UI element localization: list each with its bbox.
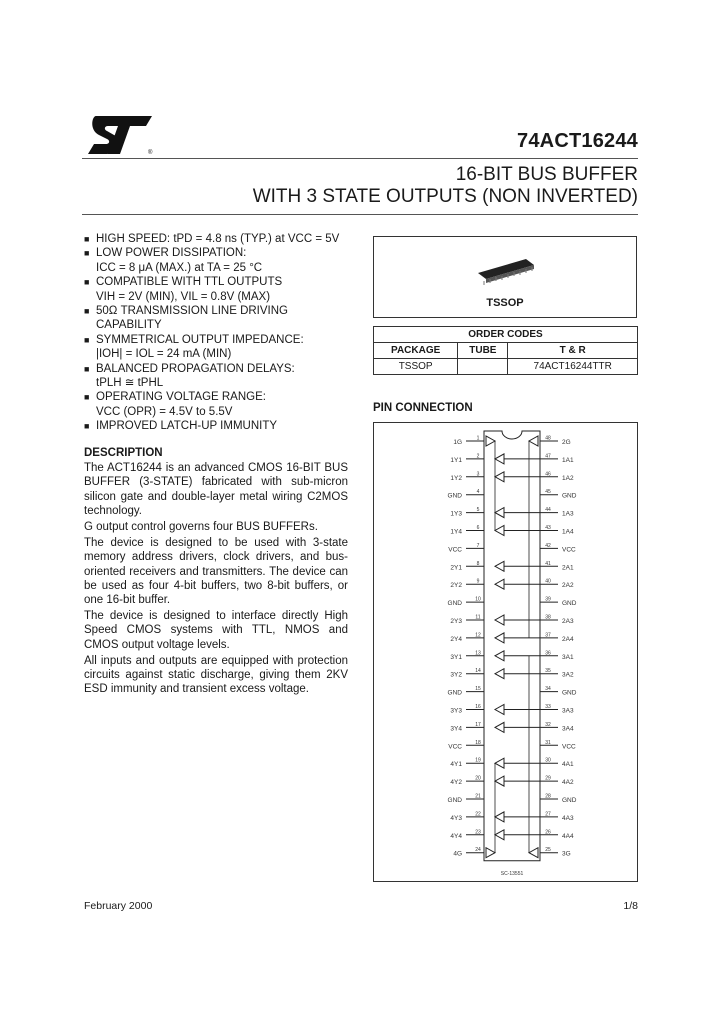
column-header: T & R (508, 343, 638, 359)
table-row (374, 359, 638, 375)
left-pin-label: 2Y4 (450, 635, 462, 643)
right-pin-number: 36 (545, 650, 551, 657)
figure-code: SC-13551 (500, 871, 524, 877)
feature-item: ■ 50Ω TRANSMISSION LINE DRIVING CAPABILITY (84, 305, 288, 332)
right-pin-number: 33 (545, 704, 551, 710)
right-pin-number: 25 (545, 847, 551, 854)
footer-date: February 2000 (84, 900, 153, 912)
package-label: TSSOP (486, 297, 524, 309)
column-header: PACKAGE (374, 343, 458, 359)
right-pin-label: 4A3 (562, 814, 574, 822)
left-pin-label: 2Y1 (450, 564, 462, 572)
left-pin-number: 13 (475, 650, 481, 657)
description-paragraph: G output control governs four BUS BUFFERs. (84, 521, 318, 534)
buffer-symbol (495, 669, 504, 679)
left-pin-number: 4 (476, 489, 480, 496)
buffer-symbol (495, 776, 504, 786)
left-pin-number: 12 (475, 632, 481, 639)
feature-item: ■ BALANCED PROPAGATION DELAYS: tPLH ≅ tPHL (84, 362, 295, 390)
buffer-symbol (495, 526, 504, 536)
right-pin-label: GND (562, 492, 577, 500)
left-pin-number: 8 (476, 560, 480, 567)
left-pin-number: 2 (476, 453, 480, 460)
right-pin-label: 4A4 (562, 832, 574, 840)
left-pin-label: 1Y3 (450, 510, 462, 518)
right-pin-number: 31 (545, 739, 551, 746)
part-number: 74ACT16244 (517, 130, 638, 152)
left-pin-label: 2Y3 (450, 618, 462, 625)
column-header: TUBE (458, 343, 508, 359)
left-pin-label: 4G (453, 850, 462, 858)
left-pin-number: 21 (475, 793, 481, 800)
left-pin-label: 1G (453, 439, 462, 446)
control-buffer-right (529, 848, 538, 858)
left-pin-number: 5 (476, 507, 480, 514)
left-pin-number: 11 (475, 614, 481, 621)
left-pin-label: 3Y1 (450, 653, 462, 661)
right-pin-label: 3A2 (562, 671, 574, 679)
feature-item: ■ LOW POWER DISSIPATION: ICC = 8 μA (MAX.) at TA = 25 °C (84, 247, 263, 274)
left-pin-number: 1 (476, 435, 480, 442)
order-codes-title: ORDER CODES (374, 327, 638, 343)
buffer-symbol (495, 758, 504, 768)
left-pin-number: 17 (475, 721, 481, 728)
description-paragraph: All inputs and outputs are equipped with protection circuits against static discharge, giving them 2KV ESD immunity and transient excess voltage. (84, 654, 348, 696)
right-pin-number: 32 (545, 721, 551, 728)
table-cell: 74ACT16244TTR (508, 359, 638, 375)
feature-item: ■ OPERATING VOLTAGE RANGE: VCC (OPR) = 4.5V to 5.5V (84, 391, 266, 418)
left-pin-label: 1Y2 (450, 474, 462, 482)
right-pin-number: 40 (545, 578, 551, 585)
title-rule (82, 214, 638, 215)
buffer-symbol (495, 579, 504, 589)
right-pin-number: 41 (545, 560, 551, 567)
right-pin-label: 3G (562, 850, 571, 858)
right-pin-label: GND (562, 797, 577, 804)
right-pin-number: 35 (545, 668, 551, 675)
right-pin-label: 2G (562, 439, 571, 446)
right-pin-label: 3A3 (562, 707, 574, 715)
right-pin-number: 43 (545, 525, 551, 531)
left-pin-label: 4Y2 (450, 779, 462, 787)
features-list (84, 232, 354, 434)
left-pin-number: 20 (475, 775, 481, 782)
left-pin-label: 2Y2 (450, 582, 462, 590)
right-pin-label: 2A3 (562, 618, 574, 625)
order-codes-table (373, 326, 638, 375)
feature-item: ■ SYMMETRICAL OUTPUT IMPEDANCE: |IOH| = IOL = 24 mA (MIN) (84, 333, 304, 361)
right-pin-label: 2A1 (562, 564, 574, 572)
left-pin-number: 19 (475, 757, 481, 764)
left-pin-label: 3Y2 (450, 671, 462, 679)
left-pin-label: 3Y4 (450, 725, 462, 733)
left-pin-label: 4Y4 (450, 832, 462, 840)
buffer-symbol (495, 508, 504, 518)
left-pin-number: 14 (475, 668, 481, 675)
footer-page: 1/8 (623, 900, 638, 912)
header-rule (82, 158, 638, 159)
right-pin-number: 37 (545, 632, 551, 639)
right-pin-number: 28 (545, 793, 551, 800)
buffer-symbol (495, 705, 504, 715)
left-pin-number: 9 (476, 578, 480, 585)
left-pin-number: 22 (475, 811, 481, 818)
right-pin-label: 4A2 (562, 779, 574, 787)
left-pin-label: 1Y4 (450, 528, 462, 536)
feature-item: ■ IMPROVED LATCH-UP IMMUNITY (84, 420, 278, 433)
left-pin-number: 16 (475, 704, 481, 710)
buffer-symbol (495, 633, 504, 643)
description-heading: DESCRIPTION (84, 447, 163, 459)
left-pin-label: 3Y3 (450, 707, 462, 715)
buffer-symbol (495, 615, 504, 625)
right-pin-number: 48 (545, 435, 551, 442)
left-pin-number: 24 (475, 847, 481, 854)
left-pin-label: GND (447, 492, 462, 500)
right-pin-number: 39 (545, 596, 551, 603)
left-pin-number: 3 (476, 471, 480, 478)
description-paragraph: The device is designed to interface directly High Speed CMOS systems with TTL, NMOS and CMOS output voltage levels. (84, 610, 348, 651)
left-pin-number: 15 (475, 686, 481, 693)
left-pin-number: 23 (475, 829, 481, 836)
left-pin-number: 18 (475, 739, 481, 746)
buffer-symbol (495, 722, 504, 732)
right-pin-number: 38 (545, 614, 551, 621)
right-pin-label: 1A1 (562, 456, 574, 464)
title-line-1: 16-BIT BUS BUFFER (455, 164, 638, 185)
buffer-symbol (495, 454, 504, 464)
right-pin-label: 2A2 (562, 582, 574, 590)
right-pin-number: 44 (545, 507, 551, 514)
svg-text:®: ® (148, 150, 153, 156)
right-pin-number: 47 (545, 453, 551, 460)
feature-item: ■ COMPATIBLE WITH TTL OUTPUTS VIH = 2V (MIN), VIL = 0.8V (MAX) (84, 276, 283, 303)
package-box (373, 236, 637, 318)
control-buffer-left (486, 436, 495, 446)
right-pin-label: 1A4 (562, 528, 574, 536)
st-logo (86, 112, 156, 158)
control-buffer-right (529, 436, 538, 446)
buffer-symbol (495, 830, 504, 840)
left-pin-number: 7 (476, 542, 480, 549)
right-pin-label: 4A1 (562, 761, 574, 769)
description-paragraph: The ACT16244 is an advanced CMOS 16-BIT BUS BUFFER (3-STATE) fabricated with sub-micron silicon gate and double-layer metal wiring C2MOS technology. (84, 462, 348, 517)
table-cell: TSSOP (374, 359, 458, 375)
right-pin-label: 3A1 (562, 653, 574, 661)
buffer-symbol (495, 812, 504, 822)
right-pin-label: VCC (562, 743, 576, 751)
buffer-symbol (495, 561, 504, 571)
right-pin-number: 42 (545, 542, 551, 549)
left-pin-label: GND (447, 689, 462, 697)
left-pin-label: VCC (448, 546, 462, 554)
left-pin-label: 1Y1 (450, 456, 462, 464)
right-pin-label: 1A2 (562, 474, 574, 482)
feature-item: ■ HIGH SPEED: tPD = 4.8 ns (TYP.) at VCC = 5V (84, 233, 340, 245)
right-pin-number: 29 (545, 775, 551, 782)
right-pin-label: GND (562, 689, 577, 697)
title-line-2: WITH 3 STATE OUTPUTS (NON INVERTED) (252, 186, 638, 207)
right-pin-number: 27 (545, 811, 551, 818)
right-pin-label: 2A4 (562, 635, 574, 643)
chip-body (484, 431, 540, 861)
right-pin-label: VCC (562, 546, 576, 554)
right-pin-label: 3A4 (562, 725, 574, 733)
right-pin-number: 45 (545, 489, 551, 496)
left-pin-label: VCC (448, 743, 462, 751)
pin-connection-heading: PIN CONNECTION (373, 402, 473, 414)
right-pin-number: 46 (545, 471, 551, 478)
buffer-symbol (495, 472, 504, 482)
right-pin-label: GND (562, 600, 577, 608)
left-pin-label: 4Y3 (450, 814, 462, 822)
left-pin-label: GND (447, 600, 462, 608)
buffer-symbol (495, 651, 504, 661)
pin-connection-box (373, 422, 638, 882)
right-pin-number: 34 (545, 686, 551, 693)
control-buffer-left (486, 848, 495, 858)
left-pin-label: 4Y1 (450, 761, 462, 769)
left-pin-number: 6 (476, 525, 480, 531)
right-pin-label: 1A3 (562, 510, 574, 518)
description (84, 446, 348, 698)
table-cell (458, 359, 508, 375)
left-pin-number: 10 (475, 596, 481, 603)
right-pin-number: 30 (545, 757, 551, 764)
description-paragraph: The device is designed to be used with 3-state memory address drivers, clock drivers, and bus-oriented receivers and transmitters. The device can be used as four 4-bit buffers, two 8-bit buffers, or one 16-bit buffer. (84, 537, 348, 607)
tssop-package-image (474, 251, 538, 287)
pin-connection-diagram (374, 423, 637, 881)
left-pin-label: GND (447, 797, 462, 804)
right-pin-number: 26 (545, 829, 551, 836)
